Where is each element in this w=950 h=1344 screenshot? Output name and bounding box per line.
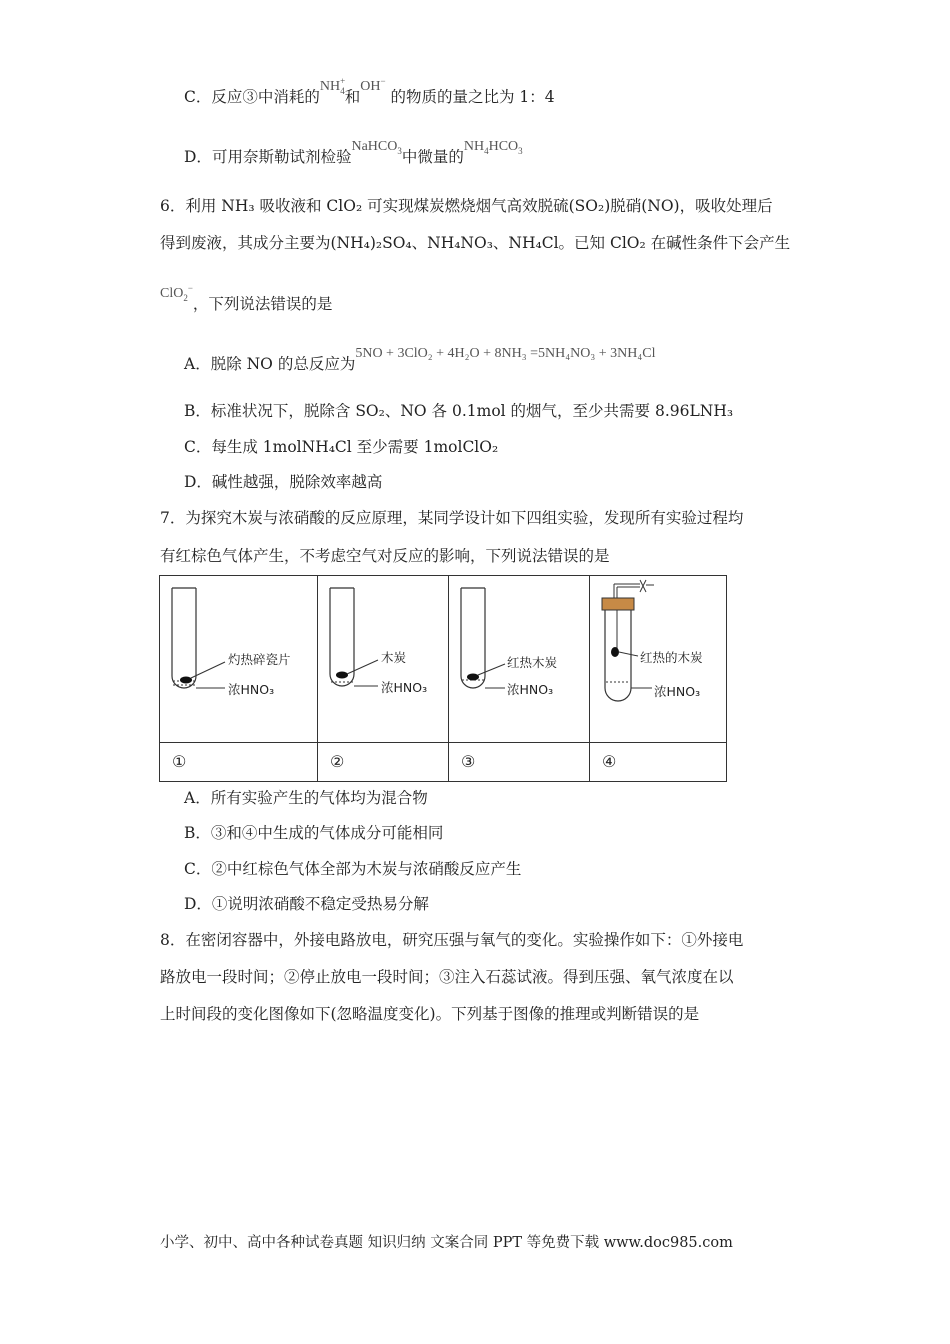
experiment-4-acid: 浓HNO₃ — [654, 684, 701, 699]
q5-option-d-pre: 可用奈斯勒试剂检验 — [211, 148, 352, 166]
q6-line-1: 6．利用 NH₃ 吸收液和 ClO₂ 可实现煤炭燃烧烟气高效脱硫(SO₂)脱硝(NO)，吸收处理后 — [160, 197, 773, 215]
q6-option-a-text: A．脱除 NO 的总反应为 — [184, 355, 356, 373]
q5-ammonium-bicarbonate-formula — [464, 139, 523, 154]
experiment-2-label: 木炭 — [381, 650, 407, 665]
experiment-4-number: ④ — [590, 743, 727, 782]
experiment-1-figure — [160, 576, 318, 743]
experiment-1-acid: 浓HNO₃ — [228, 682, 275, 697]
experiment-table — [159, 575, 727, 782]
q5-hydroxide-formula — [360, 76, 386, 94]
q6-option-b: B．标准状况下，脱除含 SO₂、NO 各 0.1mol 的烟气，至少共需要 8.96LNH₃ — [184, 402, 734, 420]
q5-ammonium-formula — [319, 76, 346, 96]
q8-line-2: 路放电一段时间；②停止放电一段时间；③注入石蕊试液。得到压强、氧气浓度在以 — [160, 968, 734, 986]
experiment-2-acid: 浓HNO₃ — [381, 680, 428, 695]
hco-subscript: 3 — [518, 145, 523, 156]
q5-option-c-pre: 反应③中消耗的 — [211, 88, 320, 106]
experiment-1-number: ① — [160, 743, 318, 782]
experiment-4-figure — [590, 576, 727, 743]
chlorite-charge: − — [187, 283, 193, 293]
sodium-bicarbonate-subscript: 3 — [397, 145, 402, 156]
q5-option-c — [184, 76, 555, 114]
nh-subscript: 4 — [484, 145, 489, 156]
chlorite-formula — [160, 283, 193, 303]
experiment-2-figure — [318, 576, 449, 743]
q7-option-b: B．③和④中生成的气体成分可能相同 — [184, 824, 444, 842]
q7-line-1: 7．为探究木炭与浓硝酸的反应原理，某同学设计如下四组实验，发现所有实验过程均 — [160, 509, 744, 527]
q5-option-d — [184, 139, 523, 174]
sodium-bicarbonate-symbol: NaHCO — [351, 139, 398, 154]
hco-symbol: HCO — [488, 139, 519, 154]
q5-option-c-letter: C． — [184, 88, 212, 106]
chlorite-subscript: 2 — [183, 292, 188, 303]
q8-line-1: 8．在密闭容器中，外接电路放电，研究压强与氧气的变化。实验操作如下：①外接电 — [160, 931, 744, 949]
q6-total-equation: 5NO + 3ClO₂ + 4H₂O + 8NH₃ =5NH₄NO₃ + 3NH₄Cl — [355, 346, 656, 361]
q5-option-c-mid: 和 — [344, 88, 361, 106]
ammonium-symbol: NH — [319, 79, 341, 94]
experiment-4-label: 红热的木炭 — [640, 650, 703, 665]
experiment-3-number: ③ — [449, 743, 590, 782]
page-footer: 小学、初中、高中各种试卷真题 知识归纳 文案合同 PPT 等免费下载 www.doc985.com — [160, 1235, 733, 1251]
hydroxide-charge: − — [380, 76, 386, 86]
hydroxide-symbol: OH — [360, 79, 381, 94]
q6-line-2: 得到废液，其成分主要为(NH₄)₂SO₄、NH₄NO₃、NH₄Cl。已知 ClO₂ 在碱性条件下会产生 — [160, 234, 791, 252]
q5-option-c-post: 的物质的量之比为 1：4 — [390, 88, 555, 106]
experiment-3-acid: 浓HNO₃ — [507, 682, 554, 697]
experiment-1-label: 灼热碎瓷片 — [228, 652, 291, 667]
q7-option-c: C．②中红棕色气体全部为木炭与浓硝酸反应产生 — [184, 860, 522, 878]
q8-line-3: 上时间段的变化图像如下(忽略温度变化)。下列基于图像的推理或判断错误的是 — [160, 1005, 700, 1023]
q7-line-2: 有红棕色气体产生，不考虑空气对反应的影响，下列说法错误的是 — [160, 547, 610, 565]
q7-option-a: A．所有实验产生的气体均为混合物 — [184, 789, 428, 807]
q6-option-d: D．碱性越强，脱除效率越高 — [184, 473, 383, 491]
experiment-3-label: 红热木炭 — [507, 655, 558, 670]
nh-symbol: NH — [463, 139, 485, 154]
q5-option-d-mid: 中微量的 — [401, 148, 464, 166]
q6-line-3-text: ，下列说法错误的是 — [192, 295, 333, 313]
q6-line-3 — [160, 283, 333, 321]
q7-option-d: D．①说明浓硝酸不稳定受热易分解 — [184, 895, 429, 913]
ammonium-charge: + — [340, 76, 346, 86]
q5-option-d-letter: D． — [184, 148, 212, 166]
chlorite-symbol: ClO — [160, 286, 184, 301]
experiment-2-number: ② — [318, 743, 449, 782]
ammonium-subscript: 4 — [340, 85, 345, 96]
q6-option-c: C．每生成 1molNH₄Cl 至少需要 1molClO₂ — [184, 438, 499, 456]
q6-option-a — [184, 346, 656, 377]
experiment-3-figure — [449, 576, 590, 743]
q5-bicarbonate-formula — [351, 139, 401, 154]
